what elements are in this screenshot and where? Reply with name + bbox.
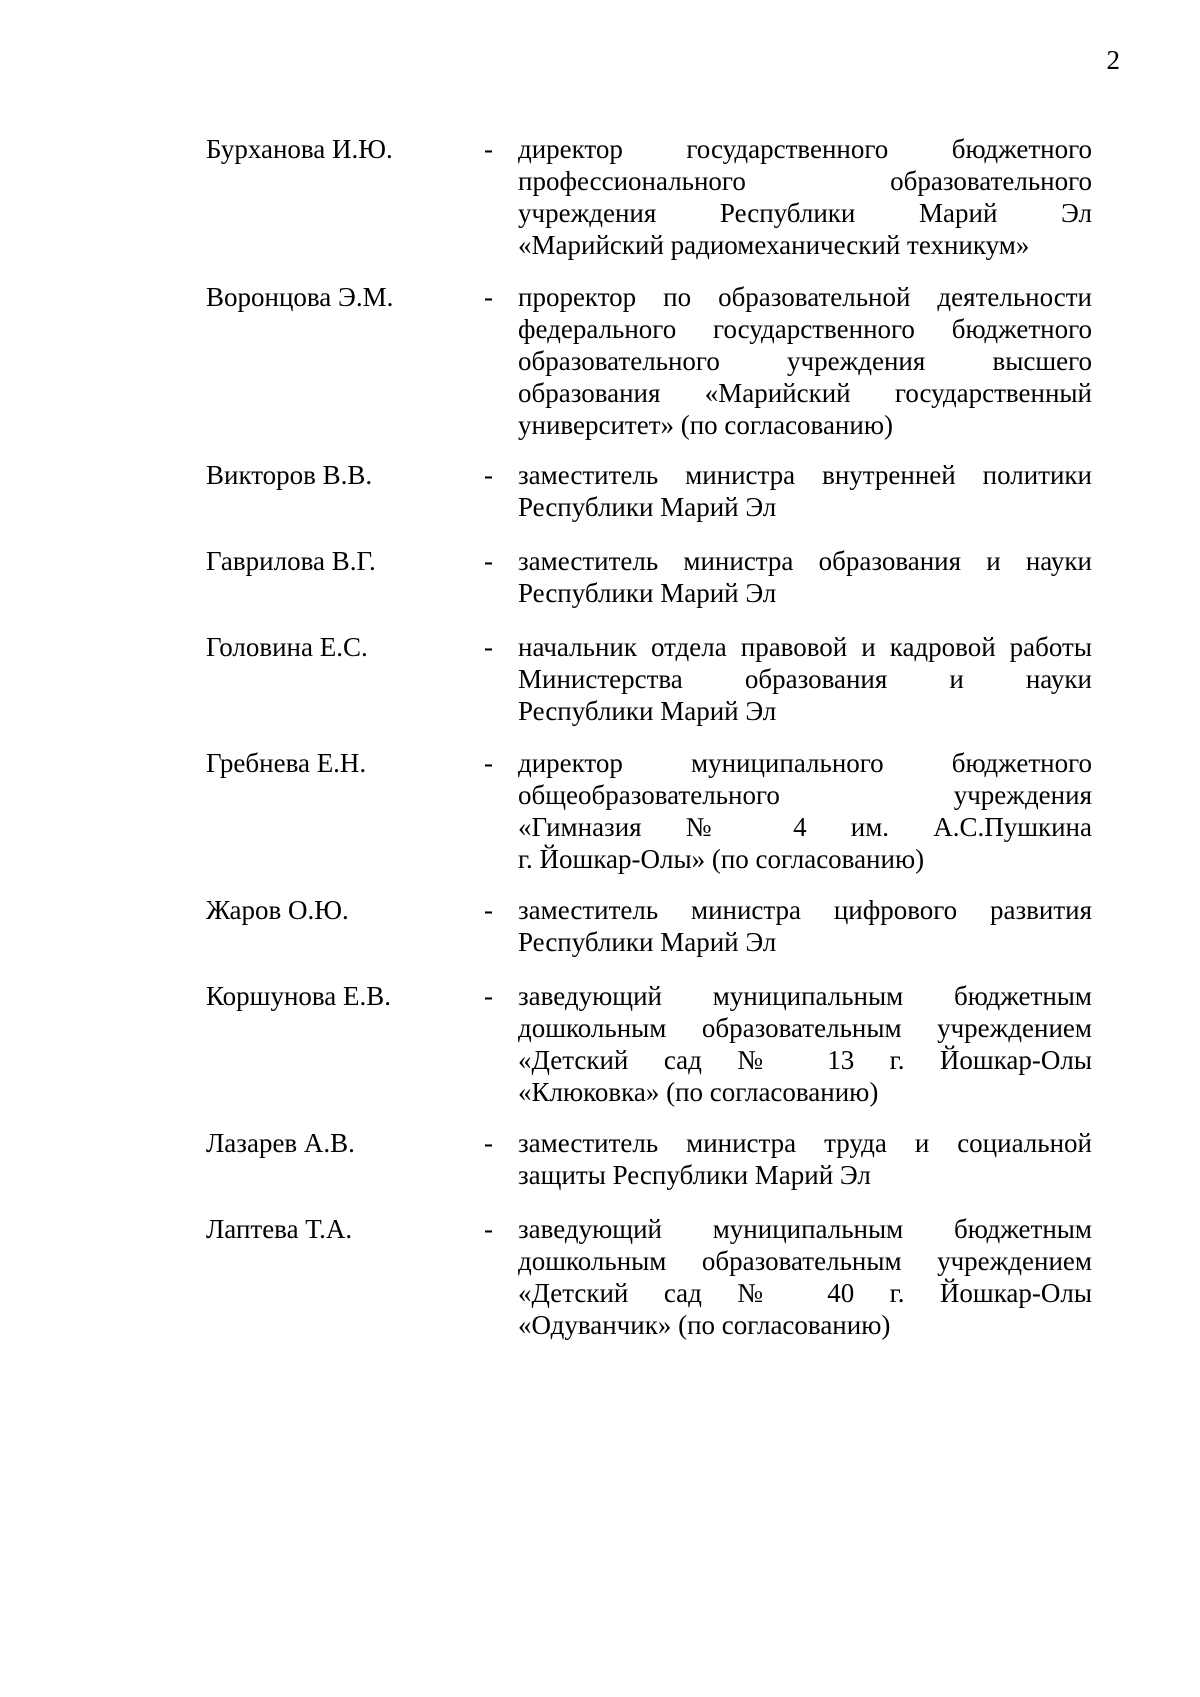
position-line: заместитель министра труда и социальной bbox=[518, 1128, 1092, 1158]
position-line: г. Йошкар-Олы» (по согласованию) bbox=[518, 844, 925, 874]
position-line: «Марийский радиомеханический техникум» bbox=[518, 230, 1030, 260]
position-line: общеобразовательного учреждения bbox=[518, 780, 1092, 810]
position-line: Республики Марий Эл bbox=[518, 578, 777, 608]
position-line: «Детский сад № 13 г. Йошкар-Олы bbox=[518, 1045, 1092, 1075]
member-entry bbox=[206, 133, 1092, 281]
page-number: 2 bbox=[1106, 45, 1120, 75]
member-entry bbox=[206, 1213, 1092, 1361]
member-name: Жаров О.Ю. bbox=[206, 895, 349, 925]
member-dash: - bbox=[484, 632, 493, 662]
position-line: заместитель министра внутренней политики bbox=[518, 460, 1092, 490]
member-position bbox=[518, 980, 1092, 1108]
position-line: образования «Марийский государственный bbox=[518, 378, 1092, 408]
member-name: Викторов В.В. bbox=[206, 460, 373, 490]
member-entry bbox=[206, 894, 1092, 980]
position-line: образовательного учреждения высшего bbox=[518, 346, 1092, 376]
member-entry bbox=[206, 281, 1092, 459]
position-line: заведующий муниципальным бюджетным bbox=[518, 981, 1092, 1011]
member-position bbox=[518, 1127, 1092, 1191]
member-name: Бурханова И.Ю. bbox=[206, 134, 393, 164]
member-name: Гребнева Е.Н. bbox=[206, 748, 367, 778]
member-position bbox=[518, 459, 1092, 523]
member-position bbox=[518, 747, 1092, 875]
position-line: «Детский сад № 40 г. Йошкар-Олы bbox=[518, 1278, 1092, 1308]
position-line: университет» (по согласованию) bbox=[518, 410, 893, 440]
member-entry bbox=[206, 747, 1092, 894]
member-name: Лазарев А.В. bbox=[206, 1128, 355, 1158]
position-line: профессионального образовательного bbox=[518, 166, 1092, 196]
member-name: Лаптева Т.А. bbox=[206, 1214, 353, 1244]
member-dash: - bbox=[484, 282, 493, 312]
member-position bbox=[518, 631, 1092, 727]
member-dash: - bbox=[484, 460, 493, 490]
position-line: директор государственного бюджетного bbox=[518, 134, 1092, 164]
position-line: директор муниципального бюджетного bbox=[518, 748, 1092, 778]
member-position bbox=[518, 545, 1092, 609]
member-entry bbox=[206, 980, 1092, 1127]
position-line: защиты Республики Марий Эл bbox=[518, 1160, 871, 1190]
member-dash: - bbox=[484, 981, 493, 1011]
position-line: дошкольным образовательным учреждением bbox=[518, 1246, 1092, 1276]
member-entry bbox=[206, 1127, 1092, 1213]
member-dash: - bbox=[484, 1214, 493, 1244]
position-line: учреждения Республики Марий Эл bbox=[518, 198, 1092, 228]
member-dash: - bbox=[484, 748, 493, 778]
position-line: Министерства образования и науки bbox=[518, 664, 1092, 694]
position-line: Республики Марий Эл bbox=[518, 696, 777, 726]
member-name: Головина Е.С. bbox=[206, 632, 368, 662]
member-entry bbox=[206, 545, 1092, 631]
member-name: Коршунова Е.В. bbox=[206, 981, 392, 1011]
member-name: Гаврилова В.Г. bbox=[206, 546, 376, 576]
member-name: Воронцова Э.М. bbox=[206, 282, 394, 312]
position-line: «Гимназия № 4 им. А.С.Пушкина bbox=[518, 812, 1092, 842]
member-position bbox=[518, 1213, 1092, 1341]
member-position bbox=[518, 133, 1092, 261]
member-position bbox=[518, 894, 1092, 958]
position-line: Республики Марий Эл bbox=[518, 927, 777, 957]
position-line: «Одуванчик» (по согласованию) bbox=[518, 1310, 891, 1340]
position-line: заместитель министра образования и науки bbox=[518, 546, 1092, 576]
position-line: федерального государственного бюджетного bbox=[518, 314, 1092, 344]
position-line: заведующий муниципальным бюджетным bbox=[518, 1214, 1092, 1244]
member-position bbox=[518, 281, 1092, 441]
position-line: «Клюковка» (по согласованию) bbox=[518, 1077, 879, 1107]
member-dash: - bbox=[484, 134, 493, 164]
member-entry bbox=[206, 459, 1092, 545]
member-list bbox=[206, 133, 1092, 1361]
position-line: дошкольным образовательным учреждением bbox=[518, 1013, 1092, 1043]
position-line: начальник отдела правовой и кадровой работы bbox=[518, 632, 1092, 662]
position-line: проректор по образовательной деятельности bbox=[518, 282, 1092, 312]
position-line: Республики Марий Эл bbox=[518, 492, 777, 522]
member-dash: - bbox=[484, 895, 493, 925]
member-dash: - bbox=[484, 546, 493, 576]
position-line: заместитель министра цифрового развития bbox=[518, 895, 1092, 925]
member-dash: - bbox=[484, 1128, 493, 1158]
member-entry bbox=[206, 631, 1092, 747]
